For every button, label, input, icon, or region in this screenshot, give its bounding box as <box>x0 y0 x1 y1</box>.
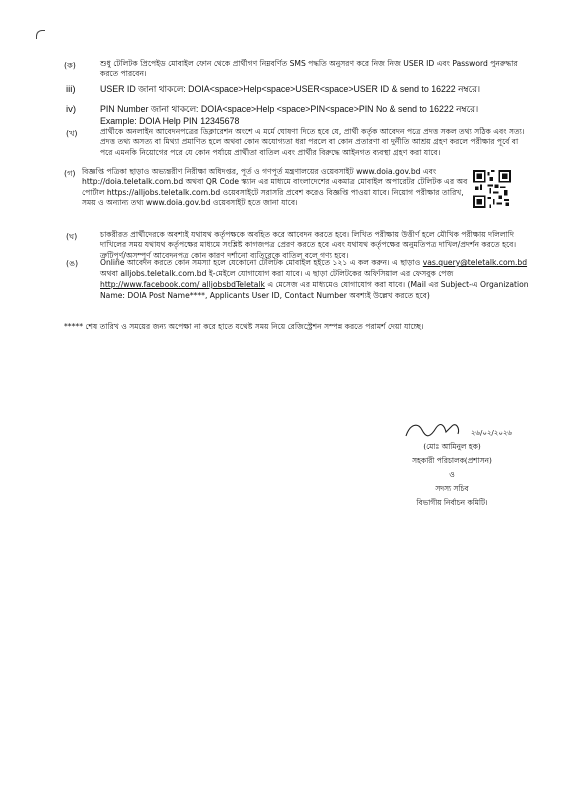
item-label: (ক) <box>64 61 76 70</box>
signatory-title: সহকারী পরিচালক(প্রশাসন) <box>412 456 492 465</box>
item-text-part: Online আবেদন করতে কোন সমস্যা হলে যেকোনো টেলিটক মোবাইল হইতে ১২১ এ কল করুন। এ ছাড়াও <box>100 258 421 267</box>
signature-block <box>392 426 512 510</box>
item-text-part: অথবা alljobs.teletalk.com.bd ই-মেইলে যোগাযোগ করা যাবে। এ ছাড়া টেলিটকের অফিসিয়াল এর ফেসবুক পেজ <box>100 269 454 278</box>
signature-date: ২৬/০২/২০২৬ <box>470 429 512 437</box>
item-label: iv) <box>66 104 77 115</box>
signatory-name: (মোঃ আমিনুল হক) <box>423 442 481 451</box>
item-label: (ঙ) <box>66 259 79 268</box>
facebook-link[interactable]: http://www.facebook.com/ alljobsbdTeletalk <box>100 280 265 289</box>
item-text-part: এ মেসেজ এর মাধ্যমেও যোগাযোগ করা যাবে। (Mail এর Subject-এ Organization Name: DOIA Post Name****, Applicants User ID, Contact Number অবশ্যই উল্লেখ করতে হবে) <box>100 280 529 300</box>
item-label: (ঘ) <box>66 232 78 241</box>
item-label: (খ) <box>66 129 78 138</box>
item-text: শুধু টেলিটক প্রিপেইড মোবাইল ফোন থেকে প্রার্থীগণ নিম্নবর্ণিত SMS পদ্ধতি অনুসরণ করে নিজ নিজ USER ID এবং Password পুনরুদ্ধার করতে পারবেন। <box>100 59 518 79</box>
email-link[interactable]: vas.query@teletalk.com.bd <box>422 258 528 267</box>
qr-icon <box>473 170 511 208</box>
item-text: বিজ্ঞপ্তি পত্রিকা ছাড়াও অভ্যন্তরীণ নিরীক্ষা অধিদপ্তর, পূর্ত ও গণপূর্ত মন্ত্রণালয়ের ওয়েবসাইট www.doia.gov.bd এবং http://doia.teletalk.com.bd অথবা QR Code স্ক্যান এর মাধ্যমে বাংলাদেশের একমাত্র মোবাইল অপারেটর টেলিটক এর অব পোর্টাল https://alljobs.teletalk.com.bd ওয়েবসাইটে সরাসরি প্রবেশ করেও বিজ্ঞপ্তি পাওয়া যাবে। নিয়োগ পরীক্ষার তারিখ, সময় ও অন্যান্য তথ্য www.doia.gov.bd ওয়েবসাইট হতে জানা যাবে। <box>82 167 468 208</box>
item-text: PIN Number জানা থাকলে: DOIA<space>Help <space>PIN<space>PIN No & send to 16222 নম্বরে। <box>100 104 479 114</box>
signatory-conjunction: ও <box>449 470 455 479</box>
signatory-committee: বিভাগীয় নির্বাচন কমিটি। <box>416 498 488 507</box>
signatory-role: সদস্য সচিব <box>435 484 469 493</box>
item-label: iii) <box>66 84 76 95</box>
qr-code-top <box>473 170 511 208</box>
item-text: চাকরীরত প্রার্থীদেরকে অবশ্যই যথাযথ কর্তৃপক্ষকে অবহিত করে আবেদন করতে হবে। লিখিত পরীক্ষায় উত্তীর্ণ হলে মৌখিক পরীক্ষায় দলিলাদি দাখিলের সময় যথাযথ কর্তৃপক্ষের মাধ্যমে সংশ্লিষ্ট কাগজপত্র প্রেরণ করতে হবে এবং যথাযথ কর্তৃপক্ষের অনুমতিপত্র দাখিল/প্রদর্শন করতে হবে। ত্রুটিপূর্ণ/অসম্পূর্ণ আবেদনপত্র কোন কারণ দর্শানো ব্যতিরেকে বাতিল বলে গণ্য হবে। <box>100 230 517 260</box>
item-text: USER ID জানা থাকলে: DOIA<space>Help<space>USER<space>USER ID & send to 16222 নম্বরে। <box>100 84 481 94</box>
item-text <box>100 257 532 301</box>
item-text: প্রার্থীকে অনলাইন আবেদনপত্রের ডিক্লারেশন অংশে এ মর্মে ঘোষণা দিতে হবে যে, প্রার্থী কর্তৃক আবেদন পত্রে প্রদত্ত সকল তথ্য সঠিক এবং সত্য। প্রদত্ত তথ্য অসত্য বা মিথ্যা প্রমাণিত হলে অথবা কোন অযোগ্যতা ধরা পরলে বা কোন প্রতারণা বা দুর্নীতি আশ্রয় গ্রহণ করলে পরীক্ষার পূর্বে বা পরে এমনকি নিয়োগের পরে যে কোন পর্যায়ে প্রার্থীতা বাতিল এবং প্রার্থীর বিরুদ্ধে আইনগত ব্যবস্থা গ্রহণ করা যাবে। <box>100 127 525 157</box>
item-label: (গ) <box>64 169 76 178</box>
example-text: Example: DOIA Help PIN 12345678 <box>100 116 240 126</box>
punch-hole-mark <box>36 30 45 39</box>
closing-note: ***** শেষ তারিখ ও সময়ের জন্য অপেক্ষা না করে হাতে যথেষ্ট সময় নিয়ে রেজিস্ট্রেশন সম্পন্ন করতে পরামর্শ দেয়া যাচ্ছে। <box>64 322 424 331</box>
